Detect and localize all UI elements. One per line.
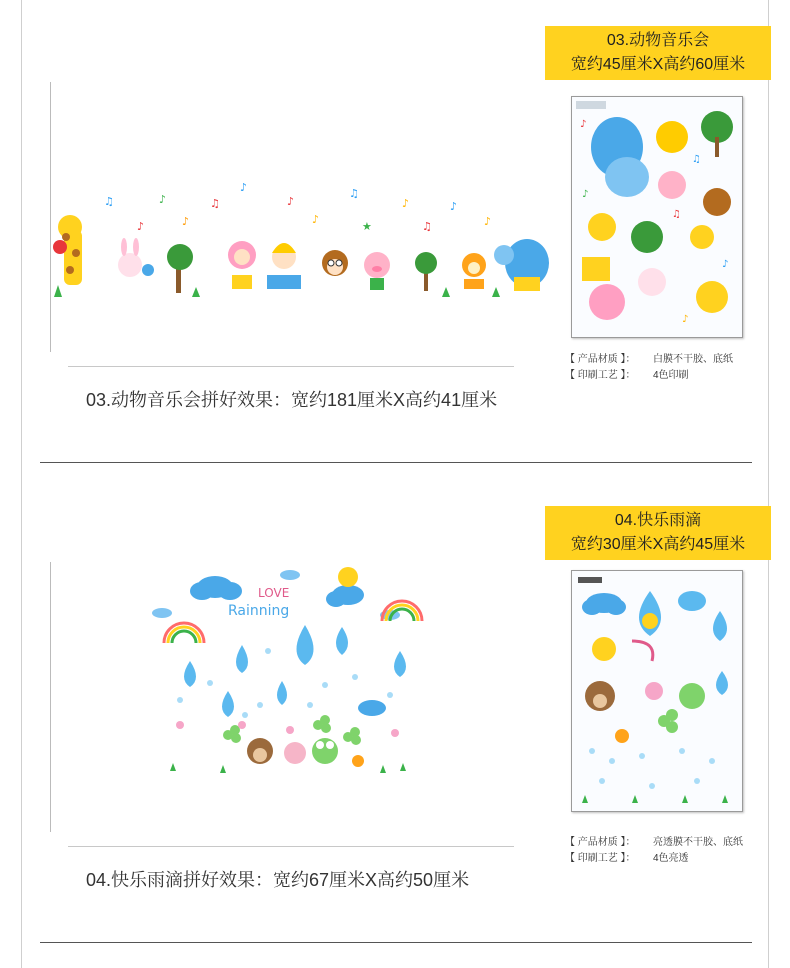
svg-text:♪: ♪ (137, 220, 145, 233)
animal-concert-illustration (52, 175, 552, 305)
product-title-tag (545, 506, 771, 560)
material-label: 【 产品材质 】： (565, 837, 636, 848)
product-name: 04.快乐雨滴 (614, 512, 702, 529)
accent-line (50, 82, 51, 352)
rainning-text: Rainning (228, 603, 290, 619)
material-value: 白膜不干胶、底纸 (653, 354, 733, 365)
animal-concert-sheet (572, 97, 742, 337)
print-label: 【 印刷工艺 】： (565, 370, 636, 381)
print-value: 4色印刷 (653, 370, 689, 381)
svg-text:♪: ♪ (240, 181, 248, 194)
svg-text:♪: ♪ (450, 200, 458, 213)
svg-text:♪: ♪ (580, 119, 587, 130)
assembled-size-caption: 03.动物音乐会拼好效果：宽约181厘米X高约41厘米 (86, 390, 498, 410)
assembled-sticker-image (150, 565, 430, 795)
product-title-tag (545, 26, 771, 80)
product-section-animal-concert (0, 0, 790, 480)
product-spec (565, 835, 743, 867)
caption-underline (68, 366, 514, 367)
material-label: 【 产品材质 】： (565, 354, 636, 365)
product-size: 宽约30厘米X高约45厘米 (570, 536, 746, 553)
product-section-happy-raindrops (0, 480, 790, 968)
section-divider (40, 462, 752, 463)
material-value: 亮透膜不干胶、底纸 (653, 837, 743, 848)
product-spec (565, 352, 733, 384)
svg-text:♪: ♪ (402, 197, 410, 210)
sticker-sheet-image (571, 570, 743, 812)
print-value: 4色亮透 (653, 853, 689, 864)
svg-text:♪: ♪ (682, 314, 689, 325)
print-label: 【 印刷工艺 】： (565, 853, 636, 864)
svg-text:♫: ♫ (349, 187, 359, 200)
spec-row-material (565, 352, 733, 368)
section-divider (40, 942, 752, 943)
svg-text:♫: ♫ (422, 220, 432, 233)
svg-text:★: ★ (362, 220, 372, 233)
spec-row-material (565, 835, 743, 851)
sticker-sheet-image (571, 96, 743, 338)
accent-line (50, 562, 51, 832)
assembled-size-caption: 04.快乐雨滴拼好效果：宽约67厘米X高约50厘米 (86, 870, 470, 890)
svg-text:♫: ♫ (672, 209, 681, 220)
raindrops-illustration (150, 565, 430, 795)
svg-text:♪: ♪ (582, 189, 589, 200)
caption-underline (68, 846, 514, 847)
svg-text:♪: ♪ (484, 215, 492, 228)
svg-text:♪: ♪ (182, 215, 190, 228)
svg-text:♪: ♪ (287, 195, 295, 208)
svg-text:♫: ♫ (692, 154, 701, 165)
spec-row-print (565, 368, 733, 384)
svg-text:♫: ♫ (210, 197, 220, 210)
svg-text:♪: ♪ (159, 193, 167, 206)
assembled-sticker-image (52, 175, 552, 305)
svg-text:♫: ♫ (104, 195, 114, 208)
svg-text:♪: ♪ (722, 259, 729, 270)
svg-text:♪: ♪ (312, 213, 320, 226)
spec-row-print (565, 851, 743, 867)
raindrops-sheet (572, 571, 742, 811)
product-size: 宽约45厘米X高约60厘米 (570, 56, 746, 73)
product-name: 03.动物音乐会 (606, 32, 710, 49)
love-text: LOVE (258, 586, 290, 600)
